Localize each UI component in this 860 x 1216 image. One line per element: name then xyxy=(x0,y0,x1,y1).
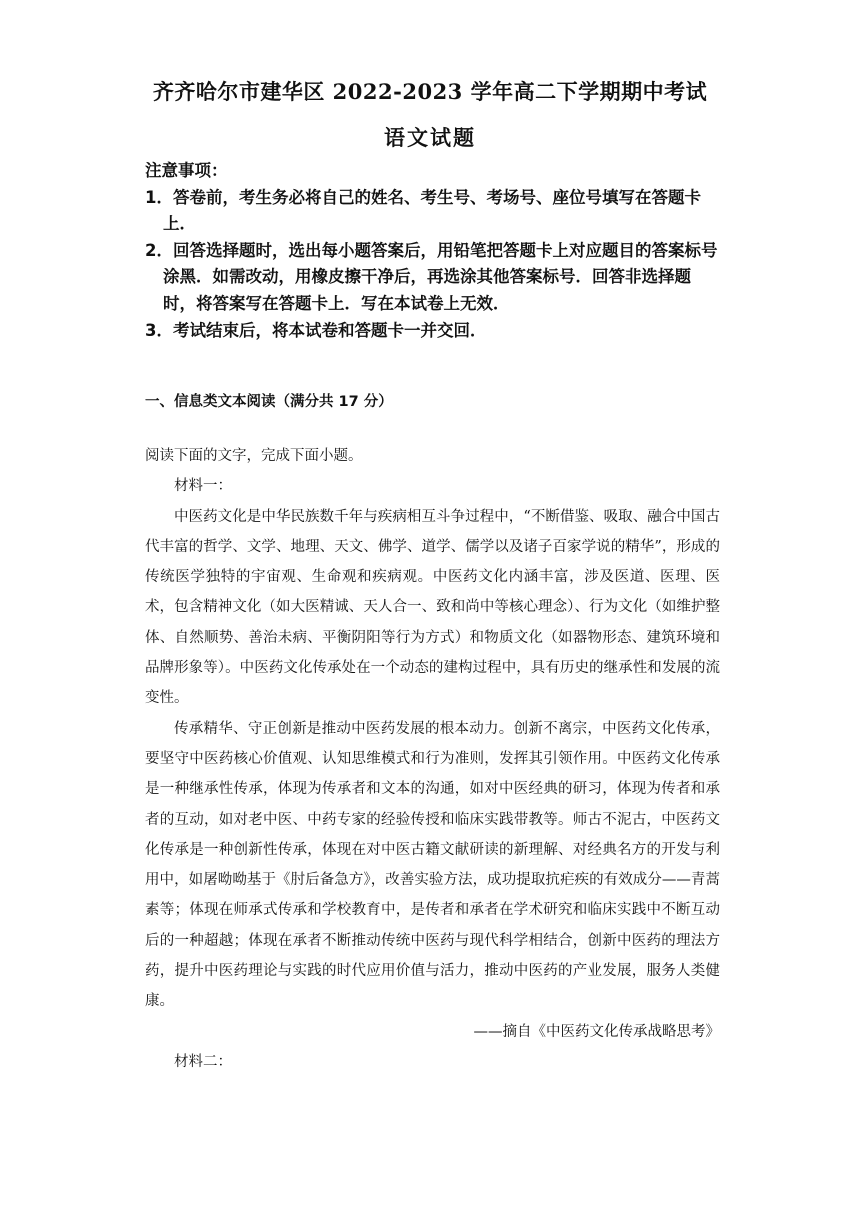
note-item-3: 3．考试结束后，将本试卷和答题卡一并交回． xyxy=(145,320,487,340)
instruction: 阅读下面的文字，完成下面小题。 xyxy=(145,448,363,464)
exam-subtitle: 语文试题 xyxy=(384,125,476,150)
material-1-label: 材料一： xyxy=(174,478,232,495)
reading-passage xyxy=(145,441,720,1077)
section-heading: 一、信息类文本阅读（满分共 17 分） xyxy=(145,394,393,410)
exam-title: 齐齐哈尔市建华区 2022-2023 学年高二下学期期中考试 xyxy=(152,79,708,104)
paragraph-2: 传承精华、守正创新是推动中医药发展的根本动力。创新不离宗，中医药文化传承，要坚守中医药核心价值观、认知思维模式和行为准则，发挥其引领作用。中医药文化传承是一种继承性传承，体现为传承者和文本的沟通，如对中医经典的研习，体现为传者和承者的互动，如对老中医、中药专家的经验传授和临床实践带教等。师古不泥古，中医药文化传承是一种创新性传承，体现在对中医古籍文献研读的新理解、对经典名方的开发与利用中，如屠呦呦基于《肘后备急方》，改善实验方法，成功提取抗疟疾的有效成分——青蒿素等；体现在师承式传承和学校教育中，是传者和承者在学术研究和临床实践中不断互动后的一种超越；体现在承者不断推动传统中医药与现代科学相结合，创新中医药的理法方药，提升中医药理论与实践的时代应用价值与活力，推动中医药的产业发展，服务人类健康。 xyxy=(145,720,720,1010)
note-item-1: 1．答卷前，考生务必将自己的姓名、考生号、考场号、座位号填写在答题卡上． xyxy=(145,187,701,234)
paragraph-1: 中医药文化是中华民族数千年与疾病相互斗争过程中，“不断借鉴、吸取、融合中国古代丰富的哲学、文学、地理、天文、佛学、道学、儒学以及诸子百家学说的精华”，形成的传统医学独特的宇宙观、生命观和疾病观。中医药文化内涵丰富，涉及医道、医理、医术，包含精神文化（如大医精诚、天人合一、致和尚中等核心理念）、行为文化（如维护整体、自然顺势、善治未病、平衡阴阳等行为方式）和物质文化（如器物形态、建筑环境和品牌形象等）。中医药文化传承处在一个动态的建构过程中，具有历史的继承性和发展的流变性。 xyxy=(145,508,720,707)
notes-heading: 注意事项： xyxy=(145,161,228,180)
notes-block xyxy=(145,158,720,344)
note-item-2: 2．回答选择题时，选出每小题答案后，用铅笔把答题卡上对应题目的答案标号涂黑．如需改动，用橡皮擦干净后，再选涂其他答案标号．回答非选择题时，将答案写在答题卡上．写在本试卷上无效． xyxy=(145,240,718,313)
source-citation: ——摘自《中医药文化传承战略思考》 xyxy=(473,1023,720,1040)
material-2-label: 材料二： xyxy=(174,1053,232,1070)
